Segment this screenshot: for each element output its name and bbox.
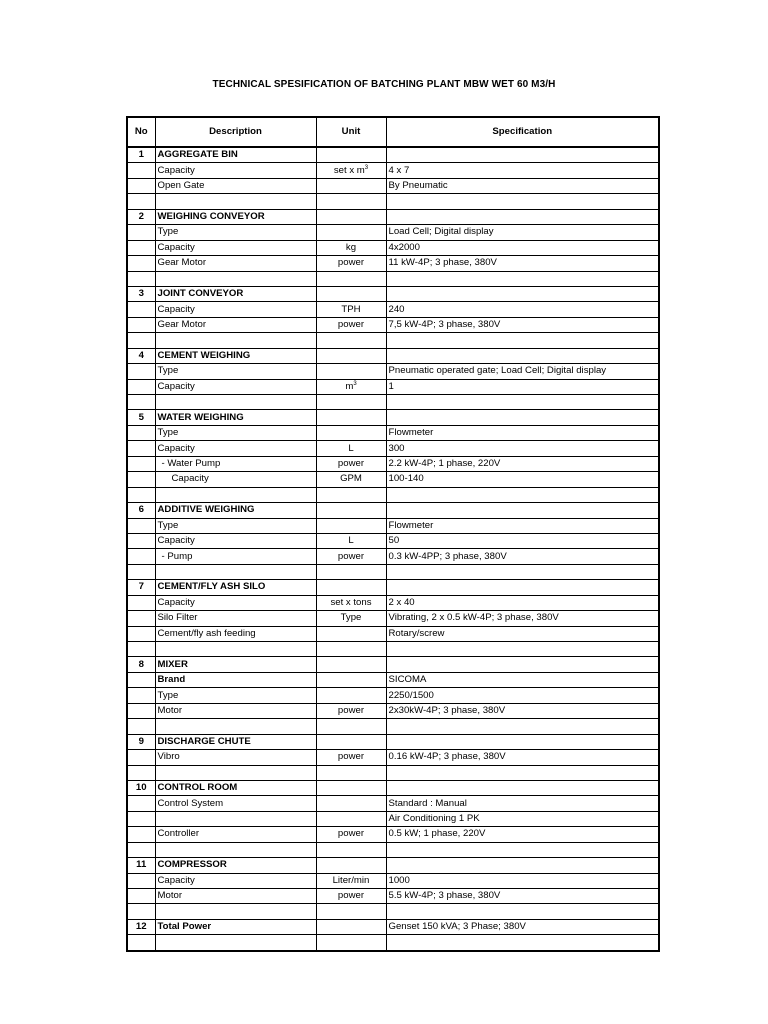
table-row — [127, 858, 659, 873]
row-number — [127, 904, 155, 919]
row-specification: 1 — [386, 379, 659, 394]
row-specification — [386, 209, 659, 224]
row-specification — [386, 858, 659, 873]
row-specification — [386, 935, 659, 951]
table-row — [127, 904, 659, 919]
row-unit — [316, 194, 386, 209]
row-description: Capacity — [155, 302, 316, 317]
table-row — [127, 317, 659, 332]
table-row — [127, 672, 659, 687]
row-specification: Flowmeter — [386, 518, 659, 533]
row-specification: 2x30kW-4P; 3 phase, 380V — [386, 703, 659, 718]
table-row — [127, 703, 659, 718]
row-number — [127, 811, 155, 826]
row-description: JOINT CONVEYOR — [155, 286, 316, 301]
row-specification — [386, 642, 659, 657]
table-row — [127, 518, 659, 533]
row-number — [127, 456, 155, 471]
row-description: Motor — [155, 703, 316, 718]
row-description — [155, 811, 316, 826]
row-description: Capacity — [155, 533, 316, 548]
row-description — [155, 842, 316, 857]
row-unit — [316, 672, 386, 687]
row-number — [127, 302, 155, 317]
row-description: Cement/fly ash feeding — [155, 626, 316, 641]
table-row — [127, 456, 659, 471]
row-unit — [316, 518, 386, 533]
row-unit — [316, 333, 386, 348]
row-unit — [316, 533, 386, 548]
table-row — [127, 611, 659, 626]
table-row — [127, 225, 659, 240]
row-specification: 11 kW-4P; 3 phase, 380V — [386, 256, 659, 271]
table-row — [127, 395, 659, 410]
row-number — [127, 611, 155, 626]
row-number: 12 — [127, 919, 155, 934]
row-number — [127, 626, 155, 641]
unit-text: set x tons — [330, 596, 372, 608]
row-number — [127, 642, 155, 657]
row-specification — [386, 780, 659, 795]
row-unit — [316, 642, 386, 657]
row-number — [127, 333, 155, 348]
row-number — [127, 240, 155, 255]
row-number — [127, 225, 155, 240]
row-unit — [316, 842, 386, 857]
row-number — [127, 271, 155, 286]
table-row — [127, 580, 659, 595]
header-description: Description — [155, 117, 316, 147]
table-row — [127, 163, 659, 178]
table-row — [127, 302, 659, 317]
row-unit — [316, 240, 386, 255]
table-row — [127, 935, 659, 951]
row-unit — [316, 595, 386, 610]
row-number — [127, 595, 155, 610]
row-number: 6 — [127, 503, 155, 518]
row-description: Gear Motor — [155, 317, 316, 332]
row-description: Controller — [155, 827, 316, 842]
row-unit — [316, 317, 386, 332]
row-description: Type — [155, 518, 316, 533]
row-specification — [386, 271, 659, 286]
row-number — [127, 889, 155, 904]
row-specification — [386, 564, 659, 579]
table-row — [127, 564, 659, 579]
row-unit — [316, 271, 386, 286]
row-unit — [316, 904, 386, 919]
row-number: 3 — [127, 286, 155, 301]
row-number: 8 — [127, 657, 155, 672]
row-number: 9 — [127, 734, 155, 749]
row-unit — [316, 286, 386, 301]
row-specification: Vibrating, 2 x 0.5 kW-4P; 3 phase, 380V — [386, 611, 659, 626]
row-specification: 2.2 kW-4P; 1 phase, 220V — [386, 456, 659, 471]
row-specification: 1000 — [386, 873, 659, 888]
row-description — [155, 395, 316, 410]
row-unit — [316, 302, 386, 317]
row-number — [127, 364, 155, 379]
table-row — [127, 333, 659, 348]
table-row — [127, 595, 659, 610]
row-description: Capacity — [155, 240, 316, 255]
row-number: 4 — [127, 348, 155, 363]
row-description: Type — [155, 364, 316, 379]
table-row — [127, 549, 659, 564]
row-unit — [316, 688, 386, 703]
row-description — [155, 194, 316, 209]
row-description: COMPRESSOR — [155, 858, 316, 873]
row-description — [155, 935, 316, 951]
table-row — [127, 642, 659, 657]
row-description: WATER WEIGHING — [155, 410, 316, 425]
row-description — [155, 487, 316, 502]
table-row — [127, 194, 659, 209]
row-description — [155, 904, 316, 919]
row-number — [127, 935, 155, 951]
row-number: 1 — [127, 147, 155, 163]
row-number — [127, 750, 155, 765]
row-number: 10 — [127, 780, 155, 795]
row-number — [127, 688, 155, 703]
row-description: Vibro — [155, 750, 316, 765]
row-specification — [386, 842, 659, 857]
row-specification: Standard : Manual — [386, 796, 659, 811]
row-number: 7 — [127, 580, 155, 595]
table-row — [127, 271, 659, 286]
table-row — [127, 765, 659, 780]
row-number — [127, 472, 155, 487]
row-number — [127, 533, 155, 548]
row-unit — [316, 364, 386, 379]
unit-text: power — [337, 751, 365, 763]
row-specification: 4 x 7 — [386, 163, 659, 178]
row-unit — [316, 425, 386, 440]
row-unit — [316, 719, 386, 734]
row-specification: SICOMA — [386, 672, 659, 687]
row-number — [127, 178, 155, 193]
row-specification — [386, 147, 659, 163]
row-unit — [316, 503, 386, 518]
unit-text: m — [345, 380, 354, 392]
row-specification: 50 — [386, 533, 659, 548]
row-description: Type — [155, 225, 316, 240]
row-unit — [316, 611, 386, 626]
row-number — [127, 256, 155, 271]
row-description: Silo Filter — [155, 611, 316, 626]
unit-text: L — [348, 442, 354, 454]
row-unit — [316, 750, 386, 765]
table-row — [127, 472, 659, 487]
row-number — [127, 395, 155, 410]
row-unit — [316, 441, 386, 456]
row-specification — [386, 410, 659, 425]
row-unit — [316, 348, 386, 363]
table-row — [127, 750, 659, 765]
row-description: Capacity — [155, 379, 316, 394]
row-specification — [386, 580, 659, 595]
unit-text: power — [337, 828, 365, 840]
row-description: - Water Pump — [155, 456, 316, 471]
row-number — [127, 441, 155, 456]
table-row — [127, 425, 659, 440]
row-unit — [316, 487, 386, 502]
row-description: CONTROL ROOM — [155, 780, 316, 795]
row-unit — [316, 935, 386, 951]
table-row — [127, 410, 659, 425]
row-unit — [316, 564, 386, 579]
row-unit — [316, 703, 386, 718]
row-unit — [316, 549, 386, 564]
row-unit — [316, 163, 386, 178]
row-number: 5 — [127, 410, 155, 425]
row-number — [127, 194, 155, 209]
row-unit — [316, 225, 386, 240]
table-row — [127, 147, 659, 163]
row-specification: 5.5 kW-4P; 3 phase, 380V — [386, 889, 659, 904]
row-number — [127, 873, 155, 888]
table-row — [127, 780, 659, 795]
table-row — [127, 889, 659, 904]
row-unit — [316, 410, 386, 425]
row-unit — [316, 811, 386, 826]
row-description: Capacity — [155, 441, 316, 456]
row-specification — [386, 333, 659, 348]
row-description — [155, 765, 316, 780]
row-number — [127, 672, 155, 687]
row-description: Motor — [155, 889, 316, 904]
row-description: Open Gate — [155, 178, 316, 193]
unit-text: set x m — [333, 164, 365, 176]
row-number — [127, 317, 155, 332]
row-description: WEIGHING CONVEYOR — [155, 209, 316, 224]
row-description: DISCHARGE CHUTE — [155, 734, 316, 749]
row-specification: 2250/1500 — [386, 688, 659, 703]
row-number — [127, 765, 155, 780]
row-description: Capacity — [155, 472, 316, 487]
table-row — [127, 441, 659, 456]
row-unit — [316, 780, 386, 795]
table-row — [127, 919, 659, 934]
row-description: Capacity — [155, 873, 316, 888]
row-specification — [386, 286, 659, 301]
row-specification: Pneumatic operated gate; Load Cell; Digital display — [386, 364, 659, 379]
row-specification — [386, 348, 659, 363]
unit-text: Type — [340, 612, 362, 624]
unit-text: TPH — [341, 303, 361, 315]
row-number: 2 — [127, 209, 155, 224]
row-unit — [316, 873, 386, 888]
row-description — [155, 271, 316, 286]
row-unit — [316, 256, 386, 271]
row-description: Capacity — [155, 595, 316, 610]
table-row — [127, 286, 659, 301]
row-specification: 0.3 kW-4PP; 3 phase, 380V — [386, 549, 659, 564]
row-specification: Load Cell; Digital display — [386, 225, 659, 240]
table-row — [127, 811, 659, 826]
row-number — [127, 425, 155, 440]
table-row — [127, 379, 659, 394]
unit-text: power — [337, 890, 365, 902]
row-description — [155, 642, 316, 657]
row-unit — [316, 209, 386, 224]
row-unit — [316, 626, 386, 641]
table-row — [127, 657, 659, 672]
row-number — [127, 518, 155, 533]
unit-text: power — [337, 457, 365, 469]
document-title: TECHNICAL SPESIFICATION OF BATCHING PLANT MBW WET 60 M3/H — [212, 79, 556, 90]
row-specification — [386, 395, 659, 410]
table-row — [127, 256, 659, 271]
row-specification: Flowmeter — [386, 425, 659, 440]
row-specification: Air Conditioning 1 PK — [386, 811, 659, 826]
row-number — [127, 842, 155, 857]
table-row — [127, 873, 659, 888]
row-number — [127, 564, 155, 579]
row-specification — [386, 719, 659, 734]
row-unit — [316, 379, 386, 394]
table-row — [127, 240, 659, 255]
row-number — [127, 379, 155, 394]
row-description: Control System — [155, 796, 316, 811]
row-specification: 2 x 40 — [386, 595, 659, 610]
row-unit — [316, 472, 386, 487]
row-number — [127, 796, 155, 811]
row-specification — [386, 194, 659, 209]
row-unit — [316, 147, 386, 163]
row-description: CEMENT/FLY ASH SILO — [155, 580, 316, 595]
row-specification: 240 — [386, 302, 659, 317]
row-unit — [316, 889, 386, 904]
table-row — [127, 688, 659, 703]
row-description: - Pump — [155, 549, 316, 564]
row-number — [127, 719, 155, 734]
table-row — [127, 503, 659, 518]
row-description: MIXER — [155, 657, 316, 672]
row-description: Gear Motor — [155, 256, 316, 271]
unit-text: power — [337, 704, 365, 716]
row-unit — [316, 919, 386, 934]
table-row — [127, 364, 659, 379]
row-description: Total Power — [155, 919, 316, 934]
unit-text: Liter/min — [332, 874, 370, 886]
row-description — [155, 719, 316, 734]
header-unit: Unit — [316, 117, 386, 147]
row-unit — [316, 827, 386, 842]
table-row — [127, 796, 659, 811]
row-unit — [316, 734, 386, 749]
row-unit — [316, 395, 386, 410]
row-specification: 4x2000 — [386, 240, 659, 255]
row-specification — [386, 765, 659, 780]
table-row — [127, 348, 659, 363]
row-specification: 300 — [386, 441, 659, 456]
header-no: No — [127, 117, 155, 147]
table-row — [127, 827, 659, 842]
row-specification: 0.5 kW; 1 phase, 220V — [386, 827, 659, 842]
row-unit — [316, 580, 386, 595]
row-unit — [316, 858, 386, 873]
table-row — [127, 487, 659, 502]
row-description — [155, 564, 316, 579]
table-body — [127, 147, 659, 951]
row-number — [127, 163, 155, 178]
table-row — [127, 209, 659, 224]
row-specification: By Pneumatic — [386, 178, 659, 193]
table-row — [127, 734, 659, 749]
row-number — [127, 827, 155, 842]
row-description: Brand — [155, 672, 316, 687]
table-row — [127, 842, 659, 857]
row-specification — [386, 503, 659, 518]
unit-text: power — [337, 257, 365, 269]
row-specification — [386, 657, 659, 672]
row-number — [127, 703, 155, 718]
row-unit — [316, 657, 386, 672]
row-description: Capacity — [155, 163, 316, 178]
row-unit — [316, 456, 386, 471]
unit-text: kg — [345, 241, 357, 253]
row-description: CEMENT WEIGHING — [155, 348, 316, 363]
table-row — [127, 178, 659, 193]
row-specification — [386, 734, 659, 749]
row-number: 11 — [127, 858, 155, 873]
unit-text: GPM — [340, 473, 362, 485]
unit-text: power — [337, 550, 365, 562]
specification-table — [126, 116, 660, 952]
row-unit — [316, 765, 386, 780]
unit-text: power — [337, 319, 365, 331]
row-description — [155, 333, 316, 348]
row-specification — [386, 487, 659, 502]
row-description: Type — [155, 688, 316, 703]
row-specification — [386, 904, 659, 919]
row-specification: 0.16 kW-4P; 3 phase, 380V — [386, 750, 659, 765]
row-specification: Genset 150 kVA; 3 Phase; 380V — [386, 919, 659, 934]
table-row — [127, 719, 659, 734]
unit-superscript: 3 — [364, 164, 369, 171]
table-row — [127, 626, 659, 641]
row-specification: 100-140 — [386, 472, 659, 487]
row-description: ADDITIVE WEIGHING — [155, 503, 316, 518]
table-header — [127, 117, 659, 147]
row-description: AGGREGATE BIN — [155, 147, 316, 163]
unit-text: L — [348, 535, 354, 547]
header-specification: Specification — [386, 117, 659, 147]
row-unit — [316, 178, 386, 193]
row-description: Type — [155, 425, 316, 440]
unit-superscript: 3 — [353, 380, 357, 387]
row-specification: 7,5 kW-4P; 3 phase, 380V — [386, 317, 659, 332]
table-row — [127, 533, 659, 548]
row-number — [127, 487, 155, 502]
row-specification: Rotary/screw — [386, 626, 659, 641]
row-number — [127, 549, 155, 564]
row-unit — [316, 796, 386, 811]
